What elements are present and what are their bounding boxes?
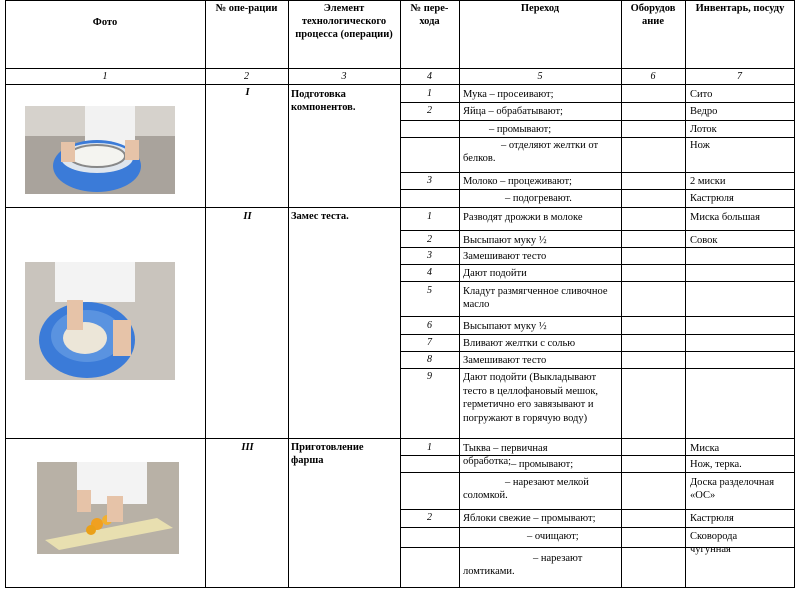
column-number: 4 [427, 71, 432, 82]
grid-line [685, 0, 686, 588]
grid-line [400, 351, 795, 352]
transition-number: 5 [427, 285, 432, 296]
photo-cutting-pumpkin [37, 462, 179, 554]
header-transition: Переход [520, 3, 560, 14]
inventory-item: Нож [690, 140, 710, 151]
column-number: 2 [244, 71, 249, 82]
grid-line [400, 509, 795, 510]
grid-line [5, 68, 795, 69]
grid-line [400, 172, 795, 173]
column-number: 5 [537, 71, 543, 82]
grid-line [400, 472, 795, 473]
transition-text: Кладут размягченное сливочное масло [463, 286, 608, 310]
grid-line [205, 0, 206, 588]
transition-number: 7 [427, 337, 432, 348]
transition-number: 4 [427, 267, 432, 278]
grid-line [5, 0, 6, 588]
column-number: 6 [650, 71, 656, 82]
transition-text: Дают подойти (Выкладывают тесто в целлофановый мешок, герметично его завязывают и погружают в горячую воду) [463, 372, 599, 424]
transition-text: Разводят дрожжи в молоке [463, 212, 583, 223]
grid-line [400, 455, 795, 456]
transition-number: 8 [427, 354, 432, 365]
grid-line [400, 137, 795, 138]
transition-text: Тыква – первичная обработка; [463, 443, 548, 467]
photo-kneading-dough [25, 262, 175, 380]
inventory-item: Ведро [690, 106, 718, 117]
inventory-item: Нож, терка. [690, 459, 742, 470]
transition-text: – подогревают. [505, 193, 572, 204]
transition-text: Яблоки свежие – промывают; [463, 513, 596, 524]
transition-text: Высыпают муку ½ [463, 321, 547, 332]
grid-line [5, 0, 795, 1]
transition-text: Высыпают муку ½ [463, 235, 547, 246]
transition-number: 3 [427, 250, 432, 261]
inventory-item: Совок [690, 235, 718, 246]
grid-line [5, 207, 795, 208]
transition-text: Дают подойти [463, 268, 527, 279]
transition-text: Вливают желтки с солью [463, 338, 576, 349]
column-number: 3 [341, 71, 347, 82]
inventory-item: Миска большая [690, 212, 760, 223]
header-inventory: Инвентарь, посуду [695, 3, 785, 14]
inventory-item: Сковорода чугунная [690, 531, 738, 555]
transition-number: 2 [427, 105, 432, 116]
operation-name: Приготовление фарша [291, 442, 364, 466]
operation-name: Замес теста. [291, 211, 349, 222]
grid-line [621, 0, 622, 588]
transition-text: Замешивают тесто [463, 355, 547, 366]
grid-line [400, 264, 795, 265]
grid-line [288, 0, 289, 588]
operation-name: Подготовка компонентов. [291, 89, 356, 113]
grid-line [400, 334, 795, 335]
grid-line [5, 438, 795, 439]
transition-number: 9 [427, 371, 432, 382]
transition-text: – нарезают ломтиками. [463, 553, 583, 577]
grid-line [794, 0, 795, 588]
header-operation-number: № опе-рации [215, 3, 278, 14]
transition-number: 1 [427, 211, 432, 222]
header-transition-number: № пере-хода [410, 3, 449, 27]
grid-line [400, 230, 795, 231]
grid-line [5, 84, 795, 85]
grid-line [400, 120, 795, 121]
operation-number: III [241, 442, 254, 453]
inventory-item: Кастрюля [690, 513, 734, 524]
photo-sifting-flour [25, 106, 175, 194]
transition-number: 1 [427, 442, 432, 453]
operation-number: II [243, 211, 252, 222]
inventory-item: Сито [690, 89, 713, 100]
grid-line [400, 189, 795, 190]
transition-text: – промывают; [489, 124, 552, 135]
inventory-item: Доска разделочная «ОС» [690, 477, 775, 501]
inventory-item: 2 миски [690, 176, 726, 187]
grid-line [400, 368, 795, 369]
grid-line [400, 527, 795, 528]
transition-number: 6 [427, 320, 432, 331]
grid-line [400, 316, 795, 317]
grid-line [400, 247, 795, 248]
inventory-item: Кастрюля [690, 193, 734, 204]
transition-text: – промывают; [511, 459, 574, 470]
transition-number: 3 [427, 175, 432, 186]
transition-text: Молоко – процеживают; [463, 176, 572, 187]
transition-text: Мука – просеивают; [463, 89, 554, 100]
transition-text: – очищают; [527, 531, 579, 542]
grid-line [5, 587, 795, 588]
grid-line [459, 0, 460, 588]
header-equipment: Оборудов ание [630, 3, 676, 27]
grid-line [400, 102, 795, 103]
transition-number: 2 [427, 512, 432, 523]
grid-line [400, 281, 795, 282]
header-photo: Фото [92, 17, 118, 28]
inventory-item: Миска [690, 443, 720, 454]
column-number: 7 [737, 71, 742, 82]
transition-text: – отделяют желтки от белков. [463, 140, 599, 164]
transition-text: – нарезают мелкой соломкой. [463, 477, 589, 501]
inventory-item: Лоток [690, 124, 717, 135]
header-process-element: Элемент технологического процесса (операции) [295, 3, 393, 40]
transition-text: Замешивают тесто [463, 251, 547, 262]
transition-number: 1 [427, 88, 432, 99]
transition-text: Яйца – обрабатывают; [463, 106, 563, 117]
transition-number: 2 [427, 234, 432, 245]
operation-number: I [245, 87, 250, 98]
column-number: 1 [102, 71, 108, 82]
process-table [5, 0, 795, 588]
